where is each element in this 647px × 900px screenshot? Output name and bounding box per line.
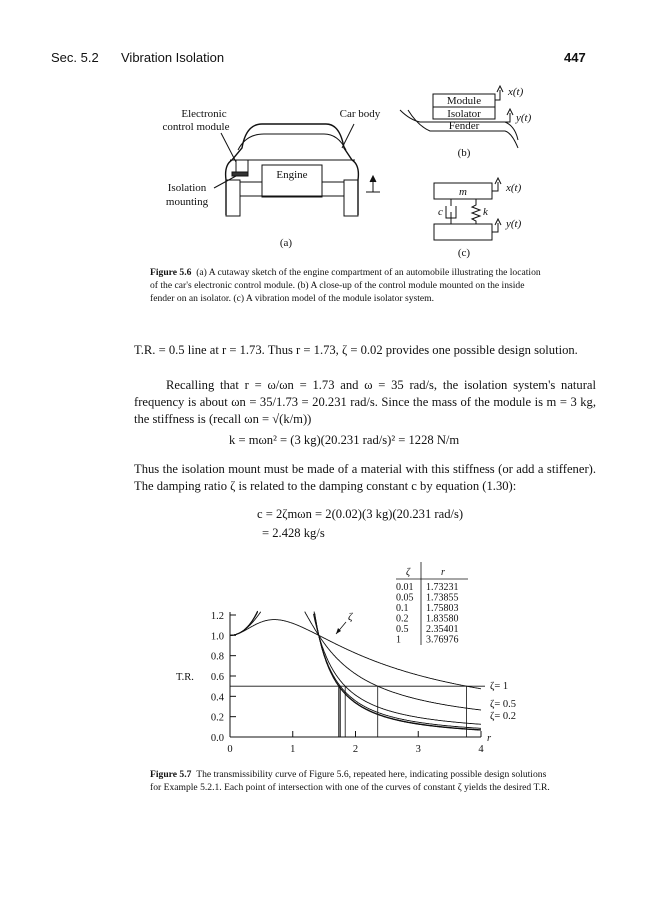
table-header-r: r — [441, 567, 445, 578]
table-cell-zeta: 0.2 — [396, 613, 409, 625]
table-cell-zeta: 0.5 — [396, 624, 409, 635]
y-tick-label: 1.2 — [210, 611, 224, 622]
damper-label: c — [438, 206, 443, 218]
ecm-label-line2: control module — [162, 121, 230, 133]
y-axis-label: T.R. — [176, 672, 194, 683]
x-tick-label: 2 — [352, 744, 359, 755]
table-cell-r: 1.73855 — [426, 592, 459, 604]
fender-label: Fender — [448, 120, 480, 132]
table-cell-zeta: 1 — [396, 634, 401, 646]
figure-5-6-caption-label: Figure 5.6 — [150, 267, 192, 278]
zeta-arrow-label: ζ — [348, 611, 353, 623]
section-title: Vibration Isolation — [121, 50, 225, 65]
paragraph-2: Recalling that r = ω/ωn = 1.73 and ω = 35 rad/s, the isolation system's natural frequency is about ωn = 35/1.73 = 20.231 rad/s. Since the mass of the module is m = 3 kg, the stiffness is (recall ωn = √(k/m)) — [134, 378, 596, 426]
y-tick-label: 0.2 — [210, 712, 224, 724]
y-tick-label: 0.0 — [210, 733, 224, 744]
page-number: 447 — [564, 50, 586, 65]
car-body-label: Car body — [339, 108, 381, 120]
table-cell-r: 1.75803 — [426, 603, 459, 614]
figure-5-7-caption — [150, 768, 550, 794]
section-number: Sec. 5.2 — [51, 50, 99, 65]
panel-b-label: (b) — [457, 147, 471, 159]
module-label: Module — [446, 95, 482, 107]
curve-label-zeta-0.5: ζ= 0.5 — [490, 699, 517, 710]
panel-c-label: (c) — [457, 247, 471, 259]
table-cell-r: 1.83580 — [426, 613, 459, 625]
isolation-label-line1: Isolation — [167, 182, 207, 194]
x-tick-label: 4 — [478, 744, 484, 755]
mass-label: m — [459, 186, 467, 198]
panel-a-label: (a) — [279, 237, 293, 249]
x-tick-label: 0 — [227, 744, 233, 755]
table-cell-zeta: 0.05 — [396, 592, 414, 604]
y-tick-label: 0.4 — [210, 692, 224, 704]
table-cell-r: 1.73231 — [426, 582, 459, 593]
equation-stiffness: k = mωn² = (3 kg)(20.231 rad/s)² = 1228 N/m — [229, 433, 460, 447]
table-header-zeta: ζ — [405, 567, 411, 578]
x-axis-label: r — [487, 733, 492, 744]
curve-label-zeta-1: ζ= 1 — [490, 681, 509, 692]
table-cell-zeta: 0.01 — [396, 582, 414, 593]
y-tick-label: 0.8 — [210, 651, 224, 663]
spring-label: k — [483, 206, 488, 218]
figure-5-7-caption-text: The transmissibility curve of Figure 5.6, repeated here, indicating possible design solutions for Example 5.2.1. Each point of intersection with one of the curves of constant ζ yields the desired T.R. — [150, 769, 550, 793]
y-tick-label: 0.6 — [210, 672, 224, 683]
y-tick-label: 1.0 — [210, 631, 224, 643]
xt-label-c: x(t) — [506, 182, 522, 194]
x-tick-label: 3 — [415, 744, 421, 755]
table-cell-r: 3.76976 — [426, 634, 459, 646]
paragraph-3: Thus the isolation mount must be made of a material with this stiffness (or add a stiffener). The damping ratio ζ is related to the damping constant c by equation (1.30): — [134, 462, 596, 493]
figure-5-6-caption-text: (a) A cutaway sketch of the engine compartment of an automobile illustrating the location of the car's electronic control module. (b) A close-up of the control module mounted on the inside fender on an isolator. (c) A vibration model of the module isolator system. — [150, 267, 541, 304]
table-cell-zeta: 0.1 — [396, 603, 409, 614]
equation-damping-1: c = 2ζmωn = 2(0.02)(3 kg)(20.231 rad/s) — [257, 507, 464, 521]
paragraph-1: T.R. = 0.5 line at r = 1.73. Thus r = 1.73, ζ = 0.02 provides one possible design solution. — [134, 343, 578, 357]
figure-5-7-caption-label: Figure 5.7 — [150, 769, 192, 780]
yt-label-c: y(t) — [506, 218, 522, 230]
ecm-label-line1: Electronic — [181, 108, 227, 120]
table-cell-r: 2.35401 — [426, 624, 459, 635]
equation-damping-2: = 2.428 kg/s — [262, 526, 325, 540]
isolation-label-line2: mounting — [165, 196, 209, 208]
engine-label: Engine — [276, 169, 308, 181]
x-tick-label: 1 — [290, 744, 296, 755]
isolator-label: Isolator — [447, 108, 481, 120]
yt-label-b: y(t) — [516, 112, 532, 124]
xt-label-b: x(t) — [508, 86, 524, 98]
curve-label-zeta-0.2: ζ= 0.2 — [490, 711, 517, 722]
